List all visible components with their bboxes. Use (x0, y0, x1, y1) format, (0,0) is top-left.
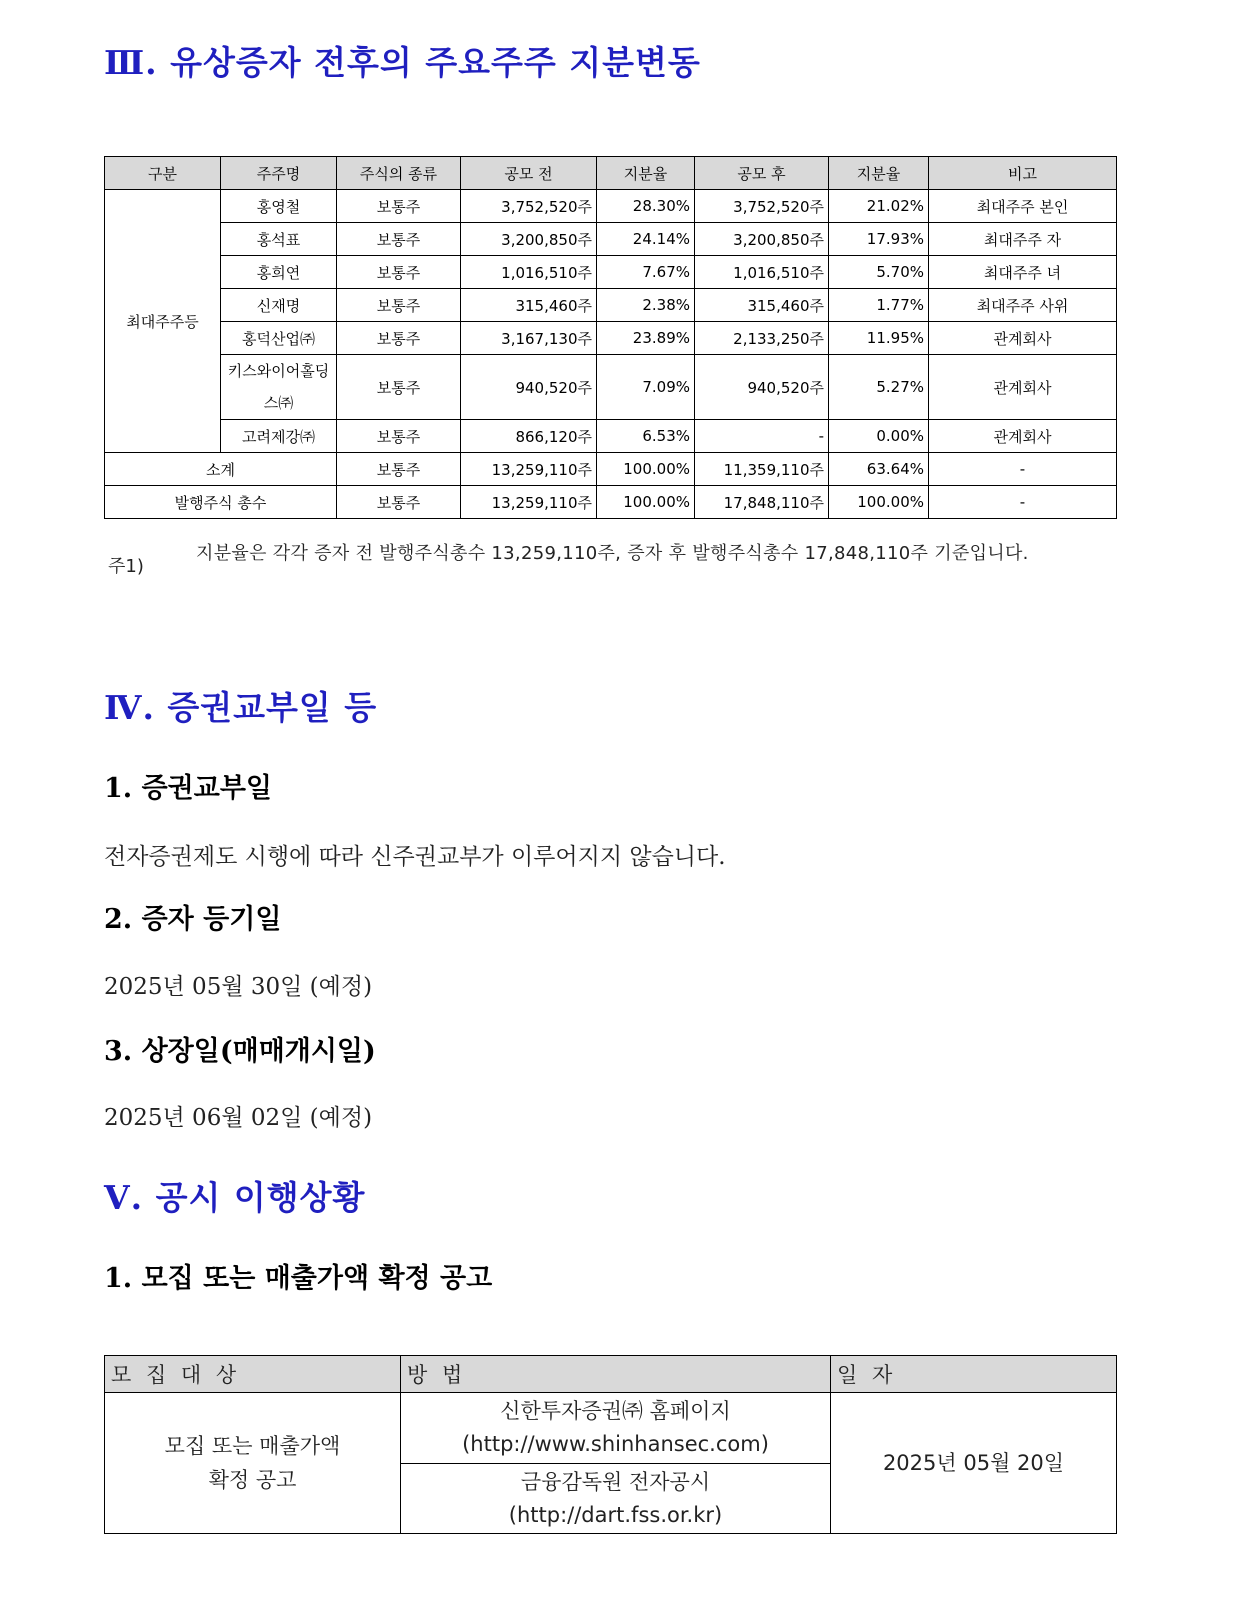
table-header-row (105, 157, 1117, 190)
shareholder-name: 홍영철 (221, 190, 337, 223)
shares-before: 315,460주 (461, 289, 597, 322)
column-header: 지분율 (597, 157, 695, 190)
method-dart (401, 1464, 831, 1534)
section5-title: Ⅴ. 공시 이행상황 (104, 1178, 366, 1217)
remark: 최대주주 녀 (929, 256, 1117, 289)
ratio-after: 17.93% (829, 223, 929, 256)
ratio-before: 7.67% (597, 256, 695, 289)
table-row (105, 420, 1117, 453)
shares-before: 866,120주 (461, 420, 597, 453)
share-type: 보통주 (337, 322, 461, 355)
method-homepage (401, 1393, 831, 1464)
shares-after: 3,200,850주 (695, 223, 829, 256)
shares-after: - (695, 420, 829, 453)
ratio-before: 7.09% (597, 355, 695, 420)
shares-after: 17,848,110주 (695, 486, 829, 519)
footnote-text: 지분율은 각각 증자 전 발행주식총수 13,259,110주, 증자 후 발행주식총수 17,848,110주 기준입니다. (196, 543, 1029, 564)
registration-date-text: 2025년 05월 30일 (예정) (104, 974, 373, 1000)
header-target: 모 집 대 상 (105, 1356, 401, 1393)
listing-date-text: 2025년 06월 02일 (예정) (104, 1105, 373, 1131)
total-row (105, 486, 1117, 519)
ratio-before: 2.38% (597, 289, 695, 322)
shares-before: 3,167,130주 (461, 322, 597, 355)
ratio-after: 0.00% (829, 420, 929, 453)
table-row (105, 223, 1117, 256)
shares-after: 2,133,250주 (695, 322, 829, 355)
column-header: 지분율 (829, 157, 929, 190)
remark: 관계회사 (929, 322, 1117, 355)
shareholder-table (104, 156, 1117, 519)
shareholder-name: 신재명 (221, 289, 337, 322)
group-label-cell: 최대주주등 (105, 190, 221, 453)
column-header: 주식의 종류 (337, 157, 461, 190)
header-date: 일 자 (831, 1356, 1117, 1393)
ratio-after: 63.64% (829, 453, 929, 486)
method-homepage-url: (http://www.shinhansec.com) (462, 1432, 769, 1456)
column-header: 주주명 (221, 157, 337, 190)
table-row (105, 289, 1117, 322)
remark: 관계회사 (929, 355, 1117, 420)
remark: 최대주주 자 (929, 223, 1117, 256)
footnote-label: 주1) (108, 556, 144, 577)
share-type: 보통주 (337, 223, 461, 256)
share-type: 보통주 (337, 190, 461, 223)
table-row (105, 355, 1117, 420)
shares-before: 13,259,110주 (461, 486, 597, 519)
target-text: 모집 또는 매출가액 확정 공고 (164, 1434, 341, 1492)
issuance-date-heading: 1. 증권교부일 (104, 773, 272, 804)
column-header: 비고 (929, 157, 1117, 190)
ratio-after: 1.77% (829, 289, 929, 322)
shares-before: 13,259,110주 (461, 453, 597, 486)
shares-before: 3,200,850주 (461, 223, 597, 256)
table-row (105, 256, 1117, 289)
shares-before: 1,016,510주 (461, 256, 597, 289)
shares-after: 11,359,110주 (695, 453, 829, 486)
shareholder-name: 홍석표 (221, 223, 337, 256)
method-homepage-name: 신한투자증권㈜ 홈페이지 (500, 1399, 731, 1423)
shareholder-name: 고려제강㈜ (221, 420, 337, 453)
shares-before: 940,520주 (461, 355, 597, 420)
remark: 최대주주 사위 (929, 289, 1117, 322)
ratio-after: 100.00% (829, 486, 929, 519)
shares-after: 315,460주 (695, 289, 829, 322)
share-type: 보통주 (337, 355, 461, 420)
ratio-before: 23.89% (597, 322, 695, 355)
table-row (105, 190, 1117, 223)
listing-date-heading: 3. 상장일(매매개시일) (104, 1036, 376, 1067)
date-cell: 2025년 05월 20일 (831, 1393, 1117, 1534)
shareholder-name: 홍덕산업㈜ (221, 322, 337, 355)
share-type: 보통주 (337, 256, 461, 289)
remark: 최대주주 본인 (929, 190, 1117, 223)
shareholder-name: 홍희연 (221, 256, 337, 289)
ratio-before: 24.14% (597, 223, 695, 256)
ratio-after: 11.95% (829, 322, 929, 355)
shares-after: 940,520주 (695, 355, 829, 420)
shares-after: 3,752,520주 (695, 190, 829, 223)
header-method: 방 법 (401, 1356, 831, 1393)
column-header: 공모 후 (695, 157, 829, 190)
ratio-after: 5.70% (829, 256, 929, 289)
ratio-after: 5.27% (829, 355, 929, 420)
section4-title: Ⅳ. 증권교부일 등 (104, 688, 378, 727)
ratio-before: 28.30% (597, 190, 695, 223)
column-header: 구분 (105, 157, 221, 190)
registration-date-heading: 2. 증자 등기일 (104, 904, 282, 935)
ratio-after: 21.02% (829, 190, 929, 223)
shareholder-name: 키스와이어홀딩스㈜ (221, 355, 337, 420)
share-type: 보통주 (337, 453, 461, 486)
section3-title: Ⅲ. 유상증자 전후의 주요주주 지분변동 (104, 43, 701, 82)
subtotal-row-label: 소계 (105, 453, 337, 486)
share-type: 보통주 (337, 486, 461, 519)
subtotal-row (105, 453, 1117, 486)
ratio-before: 100.00% (597, 486, 695, 519)
target-cell (105, 1393, 401, 1534)
share-type: 보통주 (337, 420, 461, 453)
ratio-before: 100.00% (597, 453, 695, 486)
disclosure-table (104, 1355, 1117, 1534)
column-header: 공모 전 (461, 157, 597, 190)
shares-before: 3,752,520주 (461, 190, 597, 223)
total-row-label: 발행주식 총수 (105, 486, 337, 519)
method-dart-name: 금융감독원 전자공시 (520, 1469, 711, 1494)
remark: - (929, 486, 1117, 519)
table-row (105, 322, 1117, 355)
ratio-before: 6.53% (597, 420, 695, 453)
remark: - (929, 453, 1117, 486)
issuance-date-text: 전자증권제도 시행에 따라 신주권교부가 이루어지지 않습니다. (104, 844, 726, 870)
price-notice-heading: 1. 모집 또는 매출가액 확정 공고 (104, 1263, 493, 1294)
shares-after: 1,016,510주 (695, 256, 829, 289)
method-dart-url: (http://dart.fss.or.kr) (508, 1502, 723, 1527)
share-type: 보통주 (337, 289, 461, 322)
remark: 관계회사 (929, 420, 1117, 453)
